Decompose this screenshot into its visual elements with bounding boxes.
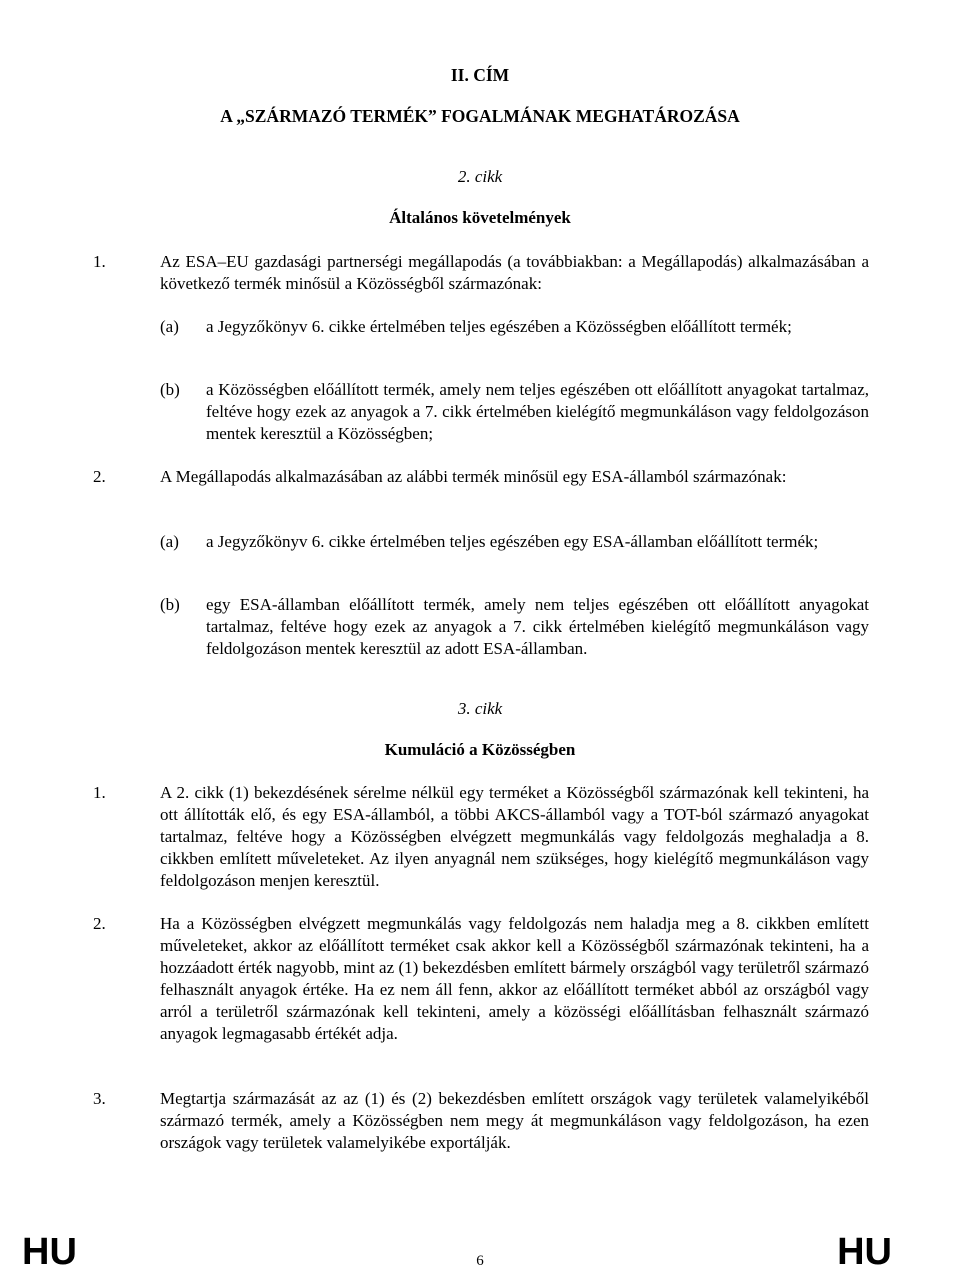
footer-page-number: 6 (476, 1253, 484, 1269)
article-2-para-2-b-text: egy ESA-államban előállított termék, amely nem teljes egészében ott előállított anyagokat tartalmaz, feltéve hogy ezek az anyagok a 7. cikk értelmében kielégítő megmunkáláson vagy feldolgozáson mentek keresztül az adott ESA-államban. (206, 595, 869, 658)
article-3-para-2-number: 2. (93, 914, 106, 933)
article-3-para-2-text: Ha a Közösségben elvégzett megmunkálás vagy feldolgozás nem haladja meg a 8. cikkben említett műveleteket, akkor az előállított terméket csak akkor kell a Közösségből származónak tekinteni, ha a hozzáadott érték nagyobb, mint az (1) bekezdésben említett bármely országból vagy területről származó felhasznált anyagok értéke. Ha ez nem áll fenn, akkor az előállított terméket abból az országból vagy arról a területről származónak kell tekinteni, amely a közösségi előállításban felhasznált származó anyagok legmagasabb értékét adja. (160, 914, 869, 1043)
article-3-heading: Kumuláció a Közösségben (384, 740, 576, 759)
article-2-heading: Általános követelmények (389, 208, 571, 227)
article-2-para-1-b-label: (b) (160, 380, 180, 399)
part-title: II. CÍM (450, 65, 510, 85)
article-2-para-1-b-text: a Közösségben előállított termék, amely nem teljes egészében ott előállított anyagokat tartalmaz, feltéve hogy ezek az anyagok a 7. cikk értelmében kielégítő megmunkáláson vagy feldolgozáson mentek keresztül a Közösségben; (206, 380, 869, 443)
footer-language-right: HU (837, 1231, 892, 1273)
article-2-number: 2. cikk (457, 167, 503, 186)
article-3-para-3-text: Megtartja származását az az (1) és (2) bekezdésben említett országok vagy területek valamelyikéből származó termék, amely a Közösségben nem megy át megmunkáláson vagy feldolgozáson, ha ezen országok vagy területek valamelyikébe exportálják. (160, 1089, 869, 1152)
article-2-para-1-a-text: a Jegyzőkönyv 6. cikke értelmében teljes egészében a Közösségben előállított termék; (206, 317, 792, 336)
footer-language-left: HU (22, 1231, 77, 1273)
article-2-para-2-a-text: a Jegyzőkönyv 6. cikke értelmében teljes egészében egy ESA-államban előállított termék; (206, 532, 819, 551)
article-2-para-1-text: Az ESA–EU gazdasági partnerségi megállapodás (a továbbiakban: a Megállapodás) alkalmazásában a következő termék minősül a Közösségből származónak: (160, 252, 869, 293)
article-2-para-2-text: A Megállapodás alkalmazásában az alábbi termék minősül egy ESA-államból származónak: (160, 467, 787, 486)
article-3-para-1-text: A 2. cikk (1) bekezdésének sérelme nélkül egy terméket a Közösségből származónak kell tekinteni, ha ott állították elő, és egy ESA-államból, a többi AKCS-államból vagy a TOT-ból származó anyagokat tartalmaz, feltéve hogy a Közösségben elvégzett megmunkálás vagy feldolgozás meghaladja a 8. cikkben említett műveleteket. Az ilyen anyagnál nem szükséges, hogy kielégítő megmunkáláson vagy feldolgozáson menjen keresztül. (160, 783, 869, 890)
part-subject: A „SZÁRMAZÓ TERMÉK” FOGALMÁNAK MEGHATÁROZÁSA (220, 106, 740, 126)
article-2-para-1-a-label: (a) (160, 317, 179, 336)
article-3-para-3-number: 3. (93, 1089, 106, 1108)
article-2-para-2-a-label: (a) (160, 532, 179, 551)
article-3-number: 3. cikk (457, 699, 503, 718)
article-2-para-2-b-label: (b) (160, 595, 180, 614)
article-2-para-2-number: 2. (93, 467, 106, 486)
article-2-para-1-number: 1. (93, 252, 106, 271)
article-3-para-1-number: 1. (93, 783, 106, 802)
